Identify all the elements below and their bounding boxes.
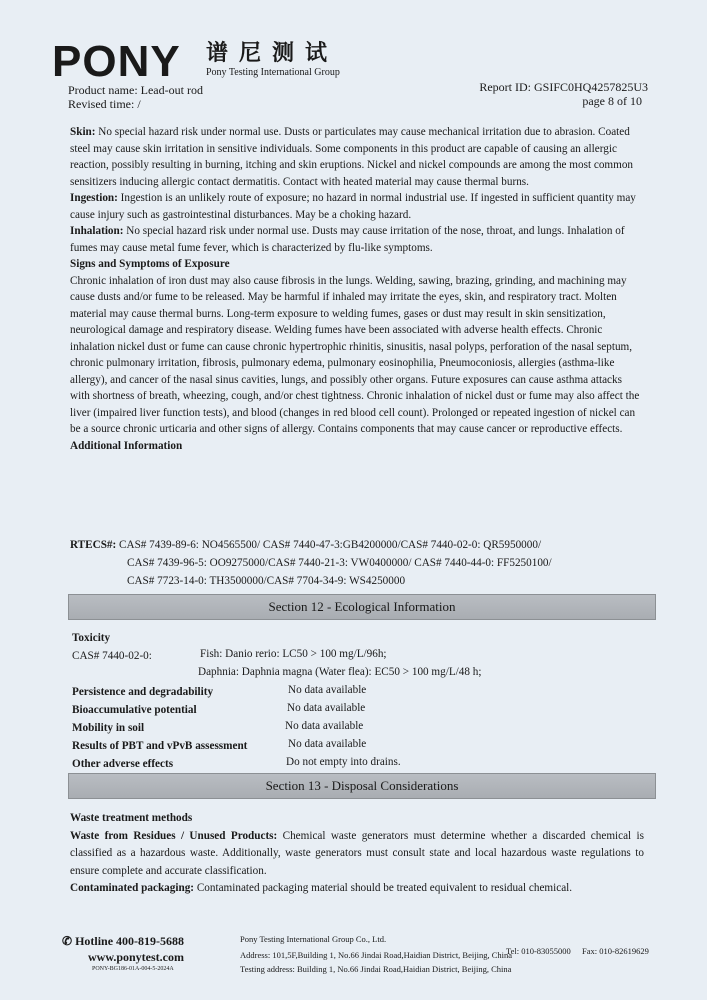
waste-residues-text: Chemical waste generators must determine whether a discarded chemical is classified as a hazardous waste. Additionally, waste generators must consult state and local hazardous waste regulations to ensure complete and accurate classification. (70, 829, 644, 877)
rtecs-line-3: CAS# 7723-14-0: TH3500000/CAS# 7704-34-9: WS4250000 (127, 575, 406, 587)
rtecs-line-2: CAS# 7439-96-5: OO9275000/CAS# 7440-21-3: VW0400000/ CAS# 7440-44-0: FF5250100/ (127, 557, 552, 569)
inhalation-paragraph (70, 223, 644, 256)
toxicity-heading: Toxicity (72, 632, 111, 644)
eco-row-value: No data available (288, 684, 367, 696)
rtecs-block (70, 536, 644, 590)
section-13-header: Section 13 - Disposal Considerations (68, 773, 656, 799)
ingestion-paragraph (70, 190, 644, 223)
footer-form-code: PONY-BG186-01A-004-5-2024A (92, 966, 174, 972)
eco-row-label: Bioaccumulative potential (72, 704, 197, 716)
eco-row-label: Results of PBT and vPvB assessment (72, 740, 248, 752)
signs-text: Chronic inhalation of iron dust may also cause fibrosis in the lungs. Welding, sawing, brazing, grinding, and machining may cause dusts and/or fume to be released. May be harmful if inhaled may irritate the eyes, skin, and respiratory tract. Molten material may cause thermal burns. Long-term exposure to welding fumes, gases or dust may result in skin sensitization, neurological damage and respiratory disease. Welding fumes have been associated with adverse health effects. Chronic inhalation nickel dust or fume can cause chronic hypertrophic rhinitis, sinusitis, nasal polyps, perforation of the nasal septum, chronic pulmonary irritation, fibrosis, pulmonary edema, pulmonary eosinophilia, Pneumoconiosis, allergies (asthma-like allergy), and cancer of the nasal sinus cavities, lungs, and possibly other organs. Future exposures can cause asthma attacks with shortness of breath, wheezing, cough, and/or chest tightness. Chronic inhalation of nickel dust or fume may also affect the liver (impaired liver function tests), and blood (changes in red blood cell count). Prolonged or repeated ingestion of nickel can be a source chronic urticaria and other signs of allergy. Contains components that may cause cancer or reproductive effects. (70, 274, 640, 435)
footer-website[interactable]: www.ponytest.com (88, 950, 184, 964)
eco-row-value: Do not empty into drains. (286, 756, 401, 768)
pony-logo: PONY (52, 37, 181, 86)
waste-residues-label: Waste from Residues / Unused Products: (70, 829, 278, 842)
health-effects-block (70, 124, 644, 454)
contaminated-packaging-paragraph (70, 880, 644, 898)
revised-time: Revised time: / (68, 97, 141, 111)
eco-row-value: No data available (287, 702, 366, 714)
contaminated-packaging-text: Contaminated packaging material should be treated equivalent to residual chemical. (194, 882, 573, 894)
eco-row-label: Other adverse effects (72, 758, 174, 770)
skin-label: Skin: (70, 126, 96, 138)
signs-heading: Signs and Symptoms of Exposure (70, 258, 230, 270)
ingestion-label: Ingestion: (70, 192, 118, 204)
footer-tel: Tel: 010-83055000 (506, 946, 571, 956)
footer-address: Address: 101,5F,Building 1, No.66 Jindai Road,Haidian District, Beijing, China (240, 950, 513, 960)
skin-text: No special hazard risk under normal use. Dusts or particulates may cause mechanical irritation due to abrasion. Coated steel may cause skin irritation in sensitive individuals. Some components in this product are capable of causing an allergic reaction, possibly resulting in burning, itching and skin eruptions. Nickel and nickel compounds are among the most common sensitizers inducing allergic contact dermatitis. Contact with heated material may cause thermal burns. (70, 126, 634, 188)
eco-row-value: No data available (285, 720, 364, 732)
toxicity-daphnia: Daphnia: Daphnia magna (Water flea): EC50 > 100 mg/L/48 h; (198, 666, 482, 678)
toxicity-fish: Fish: Danio rerio: LC50 > 100 mg/L/96h; (200, 648, 387, 660)
waste-residues-paragraph (70, 828, 644, 881)
brand-english-name: Pony Testing International Group (206, 67, 340, 78)
report-id: Report ID: GSIFC0HQ4257825U3 (479, 80, 648, 94)
footer-company: Pony Testing International Group Co., Ltd. (240, 934, 387, 944)
footer-fax: Fax: 010-82619629 (582, 946, 649, 956)
section-12-header: Section 12 - Ecological Information (68, 594, 656, 620)
toxicity-cas: CAS# 7440-02-0: (72, 650, 152, 662)
eco-row-value: No data available (288, 738, 367, 750)
product-name: Product name: Lead-out rod (68, 83, 203, 97)
footer-testing-address: Testing address: Building 1, No.66 Jindai Road,Haidian District, Beijing, China (240, 964, 512, 974)
brand-chinese-name: 谱尼测试 (206, 41, 339, 66)
footer-hotline: ✆ Hotline 400-819-5688 (62, 934, 185, 948)
rtecs-label: RTECS#: (70, 539, 117, 551)
inhalation-label: Inhalation: (70, 225, 124, 237)
contaminated-packaging-label: Contaminated packaging: (70, 882, 195, 894)
waste-treatment-heading: Waste treatment methods (70, 812, 193, 824)
eco-row-label: Persistence and degradability (72, 686, 214, 698)
ingestion-text: Ingestion is an unlikely route of exposure; no hazard in normal industrial use. If ingested in sufficient quantity may cause injury such as gastrointestinal disturbances. May be a choking hazard. (70, 192, 636, 221)
eco-row-label: Mobility in soil (72, 722, 145, 734)
phone-icon: ✆ (62, 934, 76, 948)
rtecs-line-1: CAS# 7439-89-6: NO4565500/ CAS# 7440-47-3:GB4200000/CAS# 7440-02-0: QR5950000/ (116, 539, 542, 551)
page-number: page 8 of 10 (582, 94, 642, 108)
disposal-block (70, 810, 644, 898)
skin-paragraph (70, 124, 644, 190)
additional-info-heading: Additional Information (70, 439, 183, 452)
inhalation-text: No special hazard risk under normal use. Dusts may cause irritation of the nose, throat, and lungs. Inhalation of fumes may cause metal fume fever, which is characterized by flu-like symptoms. (70, 225, 625, 254)
